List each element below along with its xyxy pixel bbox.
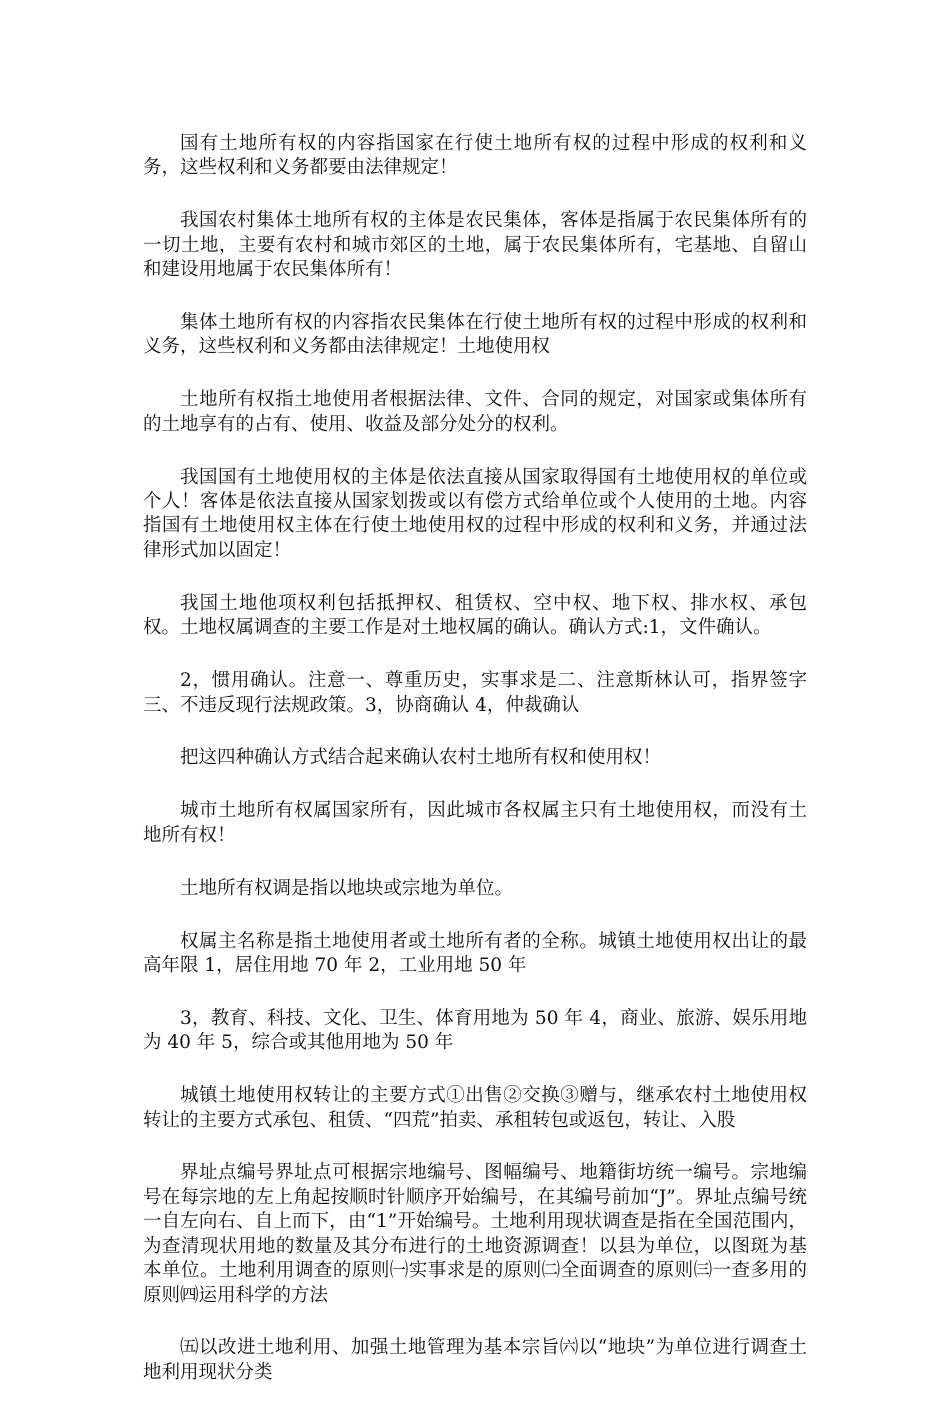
paragraph-12: 3，教育、科技、文化、卫生、体育用地为 50 年 4，商业、旅游、娱乐用地为 40 年 5，综合或其他用地为 50 年 — [143, 1007, 807, 1054]
paragraph-1: 国有土地所有权的内容指国家在行使土地所有权的过程中形成的权利和义务，这些权利和义务都要由法律规定！ — [143, 133, 807, 179]
paragraph-7: 2，惯用确认。注意一、尊重历史，实事求是二、注意斯林认可，指界签字三、不违反现行法规政策。3，协商确认 4，仲裁确认 — [143, 670, 807, 716]
paragraph-8: 把这四种确认方式结合起来确认农村土地所有权和使用权！ — [180, 747, 662, 769]
paragraph-5: 我国国有土地使用权的主体是依法直接从国家取得国有土地使用权的单位或个人！客体是依法直接从国家划拨或以有偿方式给单位或个人使用的土地。内容指国有土地使用权主体在行使土地使用权的过程中形成的权利和义务，并通过法律形式加以固定！ — [143, 466, 807, 561]
paragraph-2: 我国农村集体土地所有权的主体是农民集体，客体是指属于农民集体所有的一切土地，主要有农村和城市郊区的土地，属于农民集体所有，宅基地、自留山和建设用地属于农民集体所有！ — [143, 210, 807, 281]
document-body — [143, 132, 807, 1414]
paragraph-14: 界址点编号界址点可根据宗地编号、图幅编号、地籍街坊统一编号。宗地编号在每宗地的左上角起按顺时针顺序开始编号，在其编号前加“J”。界址点编号统一自左向右、自上而下，由“1”开始编号。土地利用现状调查是指在全国范围内，为查清现状用地的数量及其分布进行的土地资源调查！以县为单位，以图斑为基本单位。土地利用调查的原则㈠实事求是的原则㈡全面调查的原则㈢一查多用的原则㈣运用科学的方法 — [143, 1162, 807, 1306]
paragraph-11: 权属主名称是指土地使用者或土地所有者的全称。城镇土地使用权出让的最高年限 1，居住用地 70 年 2，工业用地 50 年 — [143, 930, 807, 976]
paragraph-4: 土地所有权指土地使用者根据法律、文件、合同的规定，对国家或集体所有的土地享有的占有、使用、收益及部分处分的权利。 — [143, 389, 807, 435]
paragraph-13: 城镇土地使用权转让的主要方式①出售②交换③赠与，继承农村土地使用权转让的主要方式承包、租赁、“四荒”拍卖、承租转包或返包，转让、入股 — [143, 1085, 807, 1131]
paragraph-10: 土地所有权调是指以地块或宗地为单位。 — [180, 877, 514, 899]
paragraph-15: ㈤以改进土地利用、加强土地管理为基本宗旨㈥以“地块”为单位进行调查土地利用现状分类 — [143, 1337, 807, 1383]
paragraph-3: 集体土地所有权的内容指农民集体在行使土地所有权的过程中形成的权利和义务，这些权利和义务都由法律规定！土地使用权 — [143, 312, 807, 358]
paragraph-9: 城市土地所有权属国家所有，因此城市各权属主只有土地使用权，而没有土地所有权！ — [143, 800, 807, 846]
paragraph-6: 我国土地他项权利包括抵押权、租赁权、空中权、地下权、排水权、承包权。土地权属调查的主要工作是对土地权属的确认。确认方式:1，文件确认。 — [143, 592, 807, 639]
